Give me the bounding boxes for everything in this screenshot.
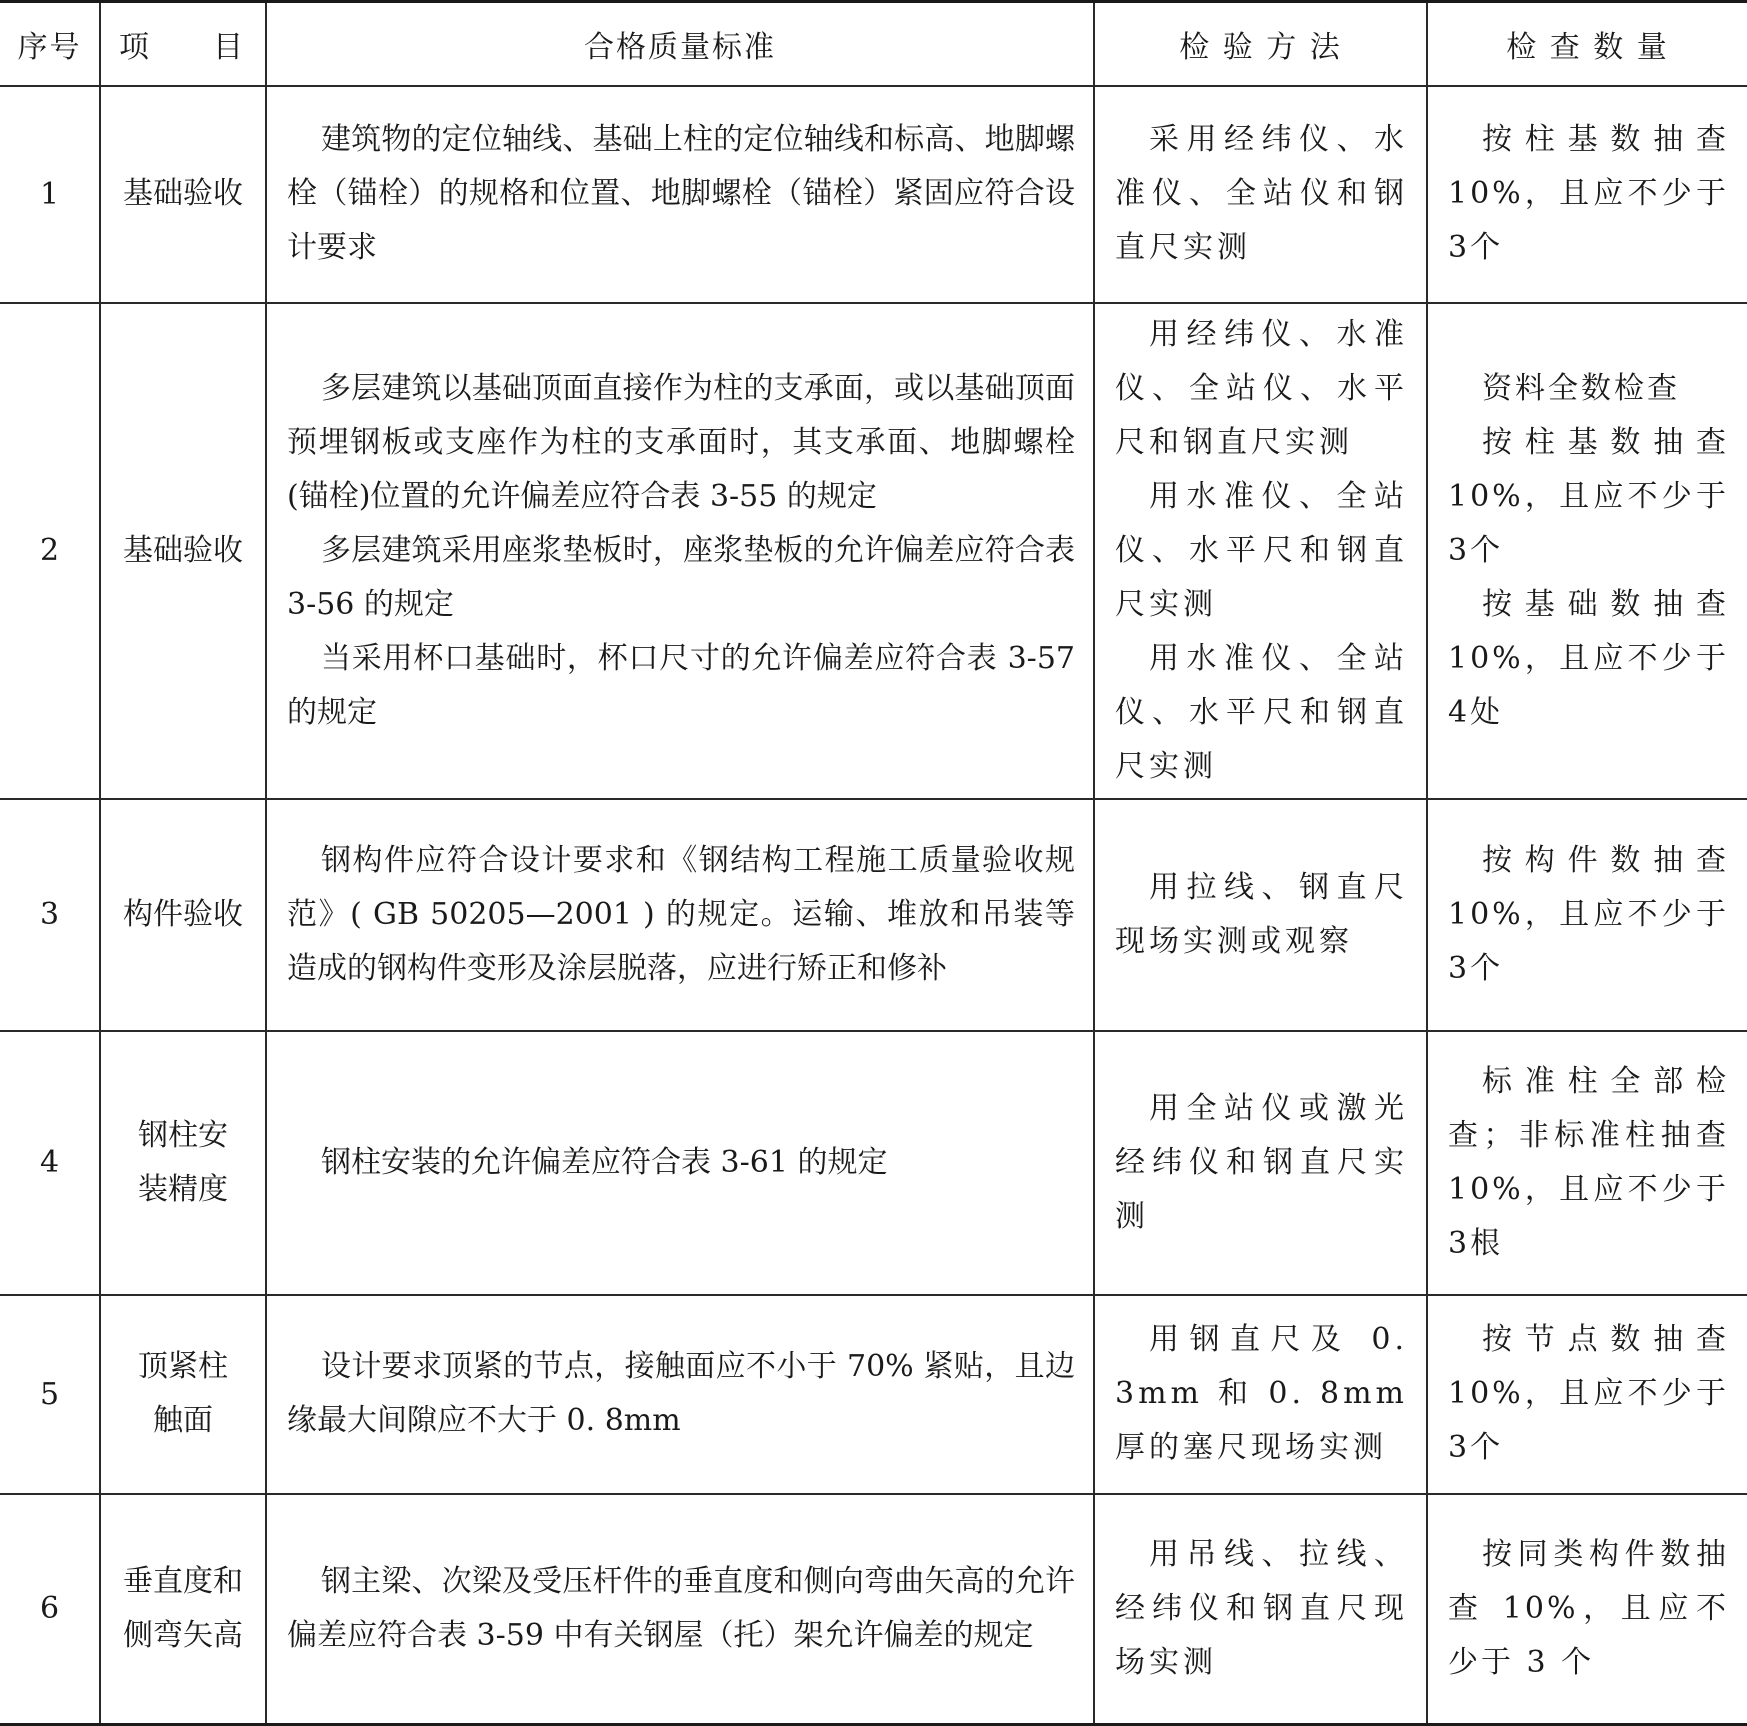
- header-item-part-2: 目: [213, 29, 245, 65]
- row-item: [100, 1031, 266, 1295]
- table-row: [0, 799, 1747, 1031]
- quantity-paragraph: 按同类构件数抽查 10%，且应不少于 3 个: [1448, 1536, 1729, 1680]
- row-number: 5: [0, 1295, 100, 1494]
- row-item-line: 触面: [153, 1403, 213, 1438]
- header-no: 序号: [0, 2, 100, 86]
- row-method: [1094, 86, 1427, 303]
- row-method: [1094, 1295, 1427, 1494]
- row-method: [1094, 1031, 1427, 1295]
- quantity-paragraph: 标准柱全部检查；非标准柱抽查10%，且应不少于3根: [1448, 1063, 1729, 1261]
- table-row: [0, 86, 1747, 303]
- method-paragraph: 用水准仪、全站仪、水平尺和钢直尺实测: [1115, 640, 1408, 784]
- method-paragraph: 用吊线、拉线、经纬仪和钢直尺现场实测: [1115, 1536, 1408, 1680]
- method-paragraph: 用经纬仪、水准仪、全站仪、水平尺和钢直尺实测: [1115, 316, 1408, 460]
- row-item-line: 顶紧柱: [138, 1349, 228, 1384]
- row-number: 4: [0, 1031, 100, 1295]
- row-standard: [266, 1494, 1094, 1725]
- row-number: 6: [0, 1494, 100, 1725]
- standard-paragraph: 多层建筑采用座浆垫板时，座浆垫板的允许偏差应符合表 3-56 的规定: [287, 532, 1075, 622]
- row-item-line: 垂直度和: [123, 1563, 243, 1599]
- header-item-part-1: 项: [119, 29, 151, 65]
- row-standard: [266, 86, 1094, 303]
- quantity-paragraph: 按基础数抽查10%，且应不少于4处: [1448, 586, 1729, 730]
- row-item: [100, 1295, 266, 1494]
- row-standard: [266, 303, 1094, 799]
- table-row: [0, 1031, 1747, 1295]
- row-quantity: [1427, 1031, 1747, 1295]
- table-row: [0, 1295, 1747, 1494]
- table-header-row: [0, 2, 1747, 86]
- row-item-line: 钢柱安: [138, 1117, 228, 1153]
- row-quantity: [1427, 1295, 1747, 1494]
- row-method: [1094, 303, 1427, 799]
- standard-paragraph: 多层建筑以基础顶面直接作为柱的支承面，或以基础顶面预埋钢板或支座作为柱的支承面时，其支承面、地脚螺栓(锚栓)位置的允许偏差应符合表 3-55 的规定: [287, 370, 1075, 514]
- method-paragraph: 用全站仪或激光经纬仪和钢直尺实测: [1115, 1090, 1408, 1234]
- table-row: [0, 1494, 1747, 1725]
- table-row: [0, 303, 1747, 799]
- standard-paragraph: 钢主梁、次梁及受压杆件的垂直度和侧向弯曲矢高的允许偏差应符合表 3-59 中有关钢屋（托）架允许偏差的规定: [287, 1563, 1075, 1653]
- header-item: [100, 2, 266, 86]
- standard-paragraph: 钢柱安装的允许偏差应符合表 3-61 的规定: [321, 1144, 888, 1180]
- quantity-paragraph: 按柱基数抽查10%，且应不少于3个: [1448, 424, 1729, 568]
- standard-paragraph: 钢构件应符合设计要求和《钢结构工程施工质量验收规范》( GB 50205—2001 ) 的规定。运输、堆放和吊装等造成的钢构件变形及涂层脱落，应进行矫正和修补: [287, 842, 1075, 986]
- row-number: 2: [0, 303, 100, 799]
- row-item: 基础验收: [100, 303, 266, 799]
- row-quantity: [1427, 86, 1747, 303]
- row-quantity: [1427, 303, 1747, 799]
- row-item: [100, 1494, 266, 1725]
- standard-paragraph: 建筑物的定位轴线、基础上柱的定位轴线和标高、地脚螺栓（锚栓）的规格和位置、地脚螺栓（锚栓）紧固应符合设计要求: [287, 122, 1075, 265]
- row-item: 基础验收: [100, 86, 266, 303]
- method-paragraph: 用钢直尺及 0. 3mm 和 0. 8mm 厚的塞尺现场实测: [1115, 1322, 1408, 1465]
- row-quantity: [1427, 799, 1747, 1031]
- row-number: 3: [0, 799, 100, 1031]
- row-method: [1094, 799, 1427, 1031]
- row-item-line: 侧弯矢高: [123, 1617, 243, 1653]
- row-number: 1: [0, 86, 100, 303]
- row-standard: [266, 1031, 1094, 1295]
- method-paragraph: 用水准仪、全站仪、水平尺和钢直尺实测: [1115, 478, 1408, 622]
- header-quantity: 检 查 数 量: [1427, 2, 1747, 86]
- header-standard: 合格质量标准: [266, 2, 1094, 86]
- quantity-paragraph: 按柱基数抽查10%，且应不少于3个: [1448, 122, 1729, 265]
- quantity-paragraph: 资料全数检查: [1482, 370, 1680, 406]
- method-paragraph: 用拉线、钢直尺现场实测或观察: [1115, 869, 1408, 959]
- row-standard: [266, 799, 1094, 1031]
- standard-paragraph: 设计要求顶紧的节点，接触面应不小于 70% 紧贴，且边缘最大间隙应不大于 0. 8mm: [287, 1349, 1075, 1438]
- row-quantity: [1427, 1494, 1747, 1725]
- quantity-paragraph: 按构件数抽查10%，且应不少于3个: [1448, 842, 1729, 986]
- quantity-paragraph: 按节点数抽查10%，且应不少于3个: [1448, 1322, 1729, 1465]
- row-method: [1094, 1494, 1427, 1725]
- header-method: 检 验 方 法: [1094, 2, 1427, 86]
- standard-paragraph: 当采用杯口基础时，杯口尺寸的允许偏差应符合表 3-57 的规定: [287, 640, 1075, 730]
- row-item-line: 装精度: [138, 1171, 228, 1207]
- row-item: 构件验收: [100, 799, 266, 1031]
- row-standard: [266, 1295, 1094, 1494]
- method-paragraph: 采用经纬仪、水准仪、全站仪和钢直尺实测: [1115, 122, 1408, 265]
